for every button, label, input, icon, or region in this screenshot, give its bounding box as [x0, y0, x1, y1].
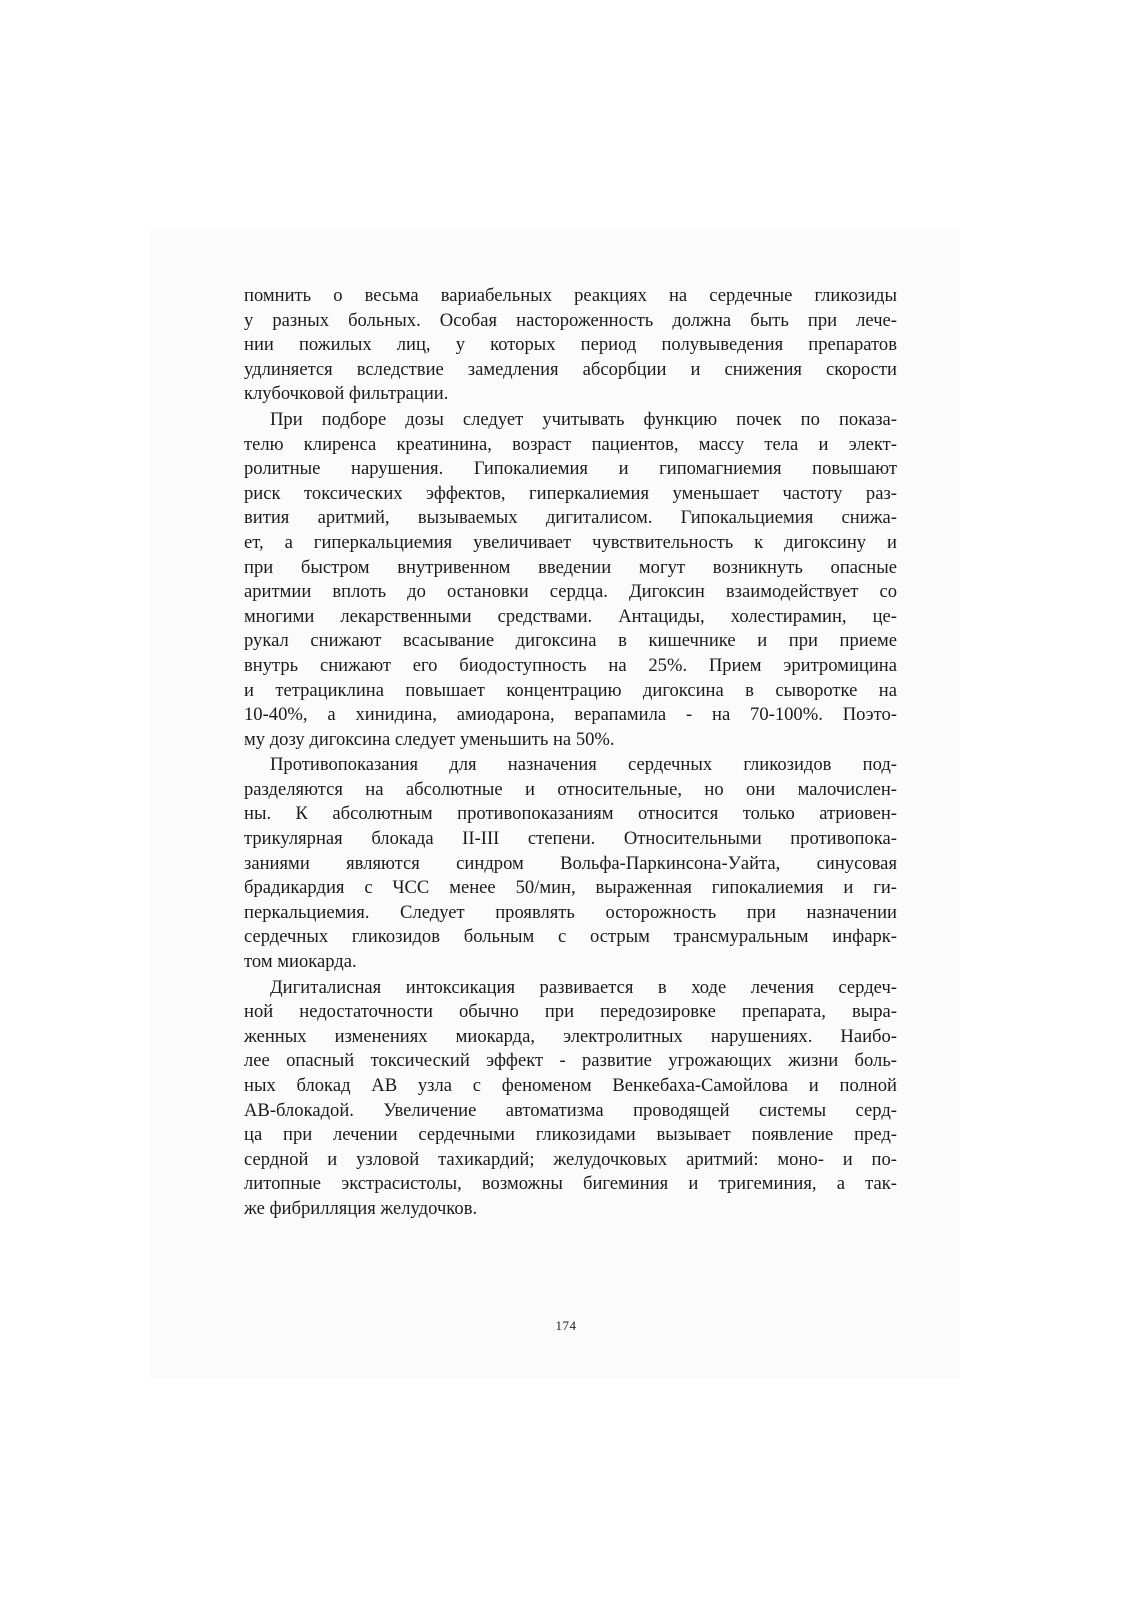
text-line: внутрь снижают его биодоступность на 25%. Прием эритромицина — [244, 654, 897, 676]
text-line: клубочковой фильтрации. — [244, 383, 449, 405]
text-line: женных изменениях миокарда, электролитных нарушениях. Наибо- — [244, 1025, 897, 1047]
paragraph-4 — [244, 976, 897, 1222]
page-number: 174 — [555, 1318, 577, 1333]
text-line: брадикардия с ЧСС менее 50/мин, выраженная гипокалиемия и ги- — [244, 877, 897, 899]
text-line: вития аритмий, вызываемых дигиталисом. Гипокальциемия снижа- — [244, 507, 897, 529]
text-line: перкальциемия. Следует проявлять осторожность при назначении — [244, 901, 897, 923]
paragraph-2 — [244, 408, 897, 752]
text-line: заниями являются синдром Вольфа-Паркинсона-Уайта, синусовая — [244, 852, 897, 874]
text-line: при быстром внутривенном введении могут возникнуть опасные — [244, 556, 897, 578]
text-line: трикулярная блокада II-III степени. Относительными противопока- — [244, 828, 897, 850]
text-line: у разных больных. Особая настороженность должна быть при лече- — [244, 309, 897, 331]
body-text — [244, 284, 897, 1222]
text-line: ной недостаточности обычно при передозировке препарата, выра- — [244, 1001, 897, 1023]
text-line: том миокарда. — [244, 951, 357, 973]
text-line: сердной и узловой тахикардий; желудочковых аритмий: моно- и по- — [244, 1148, 897, 1170]
text-line: литопные экстрасистолы, возможны бигеминия и тригеминия, а так- — [244, 1173, 897, 1195]
text-line: и тетрациклина повышает концентрацию дигоксина в сыворотке на — [244, 679, 897, 701]
text-line: удлиняется вследствие замедления абсорбции и снижения скорости — [244, 358, 897, 380]
text-line: риск токсических эффектов, гиперкалиемия уменьшает частоту раз- — [244, 482, 897, 504]
text-line: му дозу дигоксина следует уменьшить на 50%. — [244, 728, 615, 750]
text-line: лее опасный токсический эффект - развитие угрожающих жизни боль- — [244, 1050, 897, 1072]
text-line: рукал снижают всасывание дигоксина в кишечнике и при приеме — [244, 630, 897, 652]
text-line: При подборе дозы следует учитывать функцию почек по показа- — [270, 408, 897, 430]
text-line: ет, а гиперкальциемия увеличивает чувствительность к дигоксину и — [244, 531, 897, 553]
text-line: ны. К абсолютным противопоказаниям относится только атриовен- — [244, 803, 897, 825]
text-line: телю клиренса креатинина, возраст пациентов, массу тела и элект- — [244, 433, 897, 455]
text-line: нии пожилых лиц, у которых период полувыведения препаратов — [244, 334, 897, 356]
text-line: ца при лечении сердечными гликозидами вызывает появление пред- — [244, 1124, 897, 1146]
text-line: многими лекарственными средствами. Антациды, холестирамин, це- — [244, 605, 897, 627]
text-line: разделяются на абсолютные и относительные, но они малочислен- — [244, 778, 897, 800]
text-line: Дигиталисная интоксикация развивается в ходе лечения сердеч- — [270, 976, 897, 998]
text-line: Противопоказания для назначения сердечных гликозидов под- — [270, 754, 897, 776]
text-line: АВ-блокадой. Увеличение автоматизма проводящей системы серд- — [244, 1099, 897, 1121]
paragraph-3 — [244, 753, 897, 974]
text-line: аритмии вплоть до остановки сердца. Дигоксин взаимодействует со — [244, 581, 897, 603]
paragraph-1 — [244, 284, 897, 407]
text-line: помнить о весьма вариабельных реакциях на сердечные гликозиды — [244, 285, 897, 306]
text-line: ных блокад АВ узла с феноменом Венкебаха-Самойлова и полной — [244, 1075, 897, 1096]
text-line: же фибрилляция желудочков. — [244, 1197, 478, 1219]
text-line: ролитные нарушения. Гипокалиемия и гипомагниемия повышают — [244, 458, 897, 480]
text-line: 10-40%, а хинидина, амиодарона, верапамила - на 70-100%. Поэто- — [244, 704, 897, 726]
text-line: сердечных гликозидов больным с острым трансмуральным инфарк- — [244, 926, 897, 948]
